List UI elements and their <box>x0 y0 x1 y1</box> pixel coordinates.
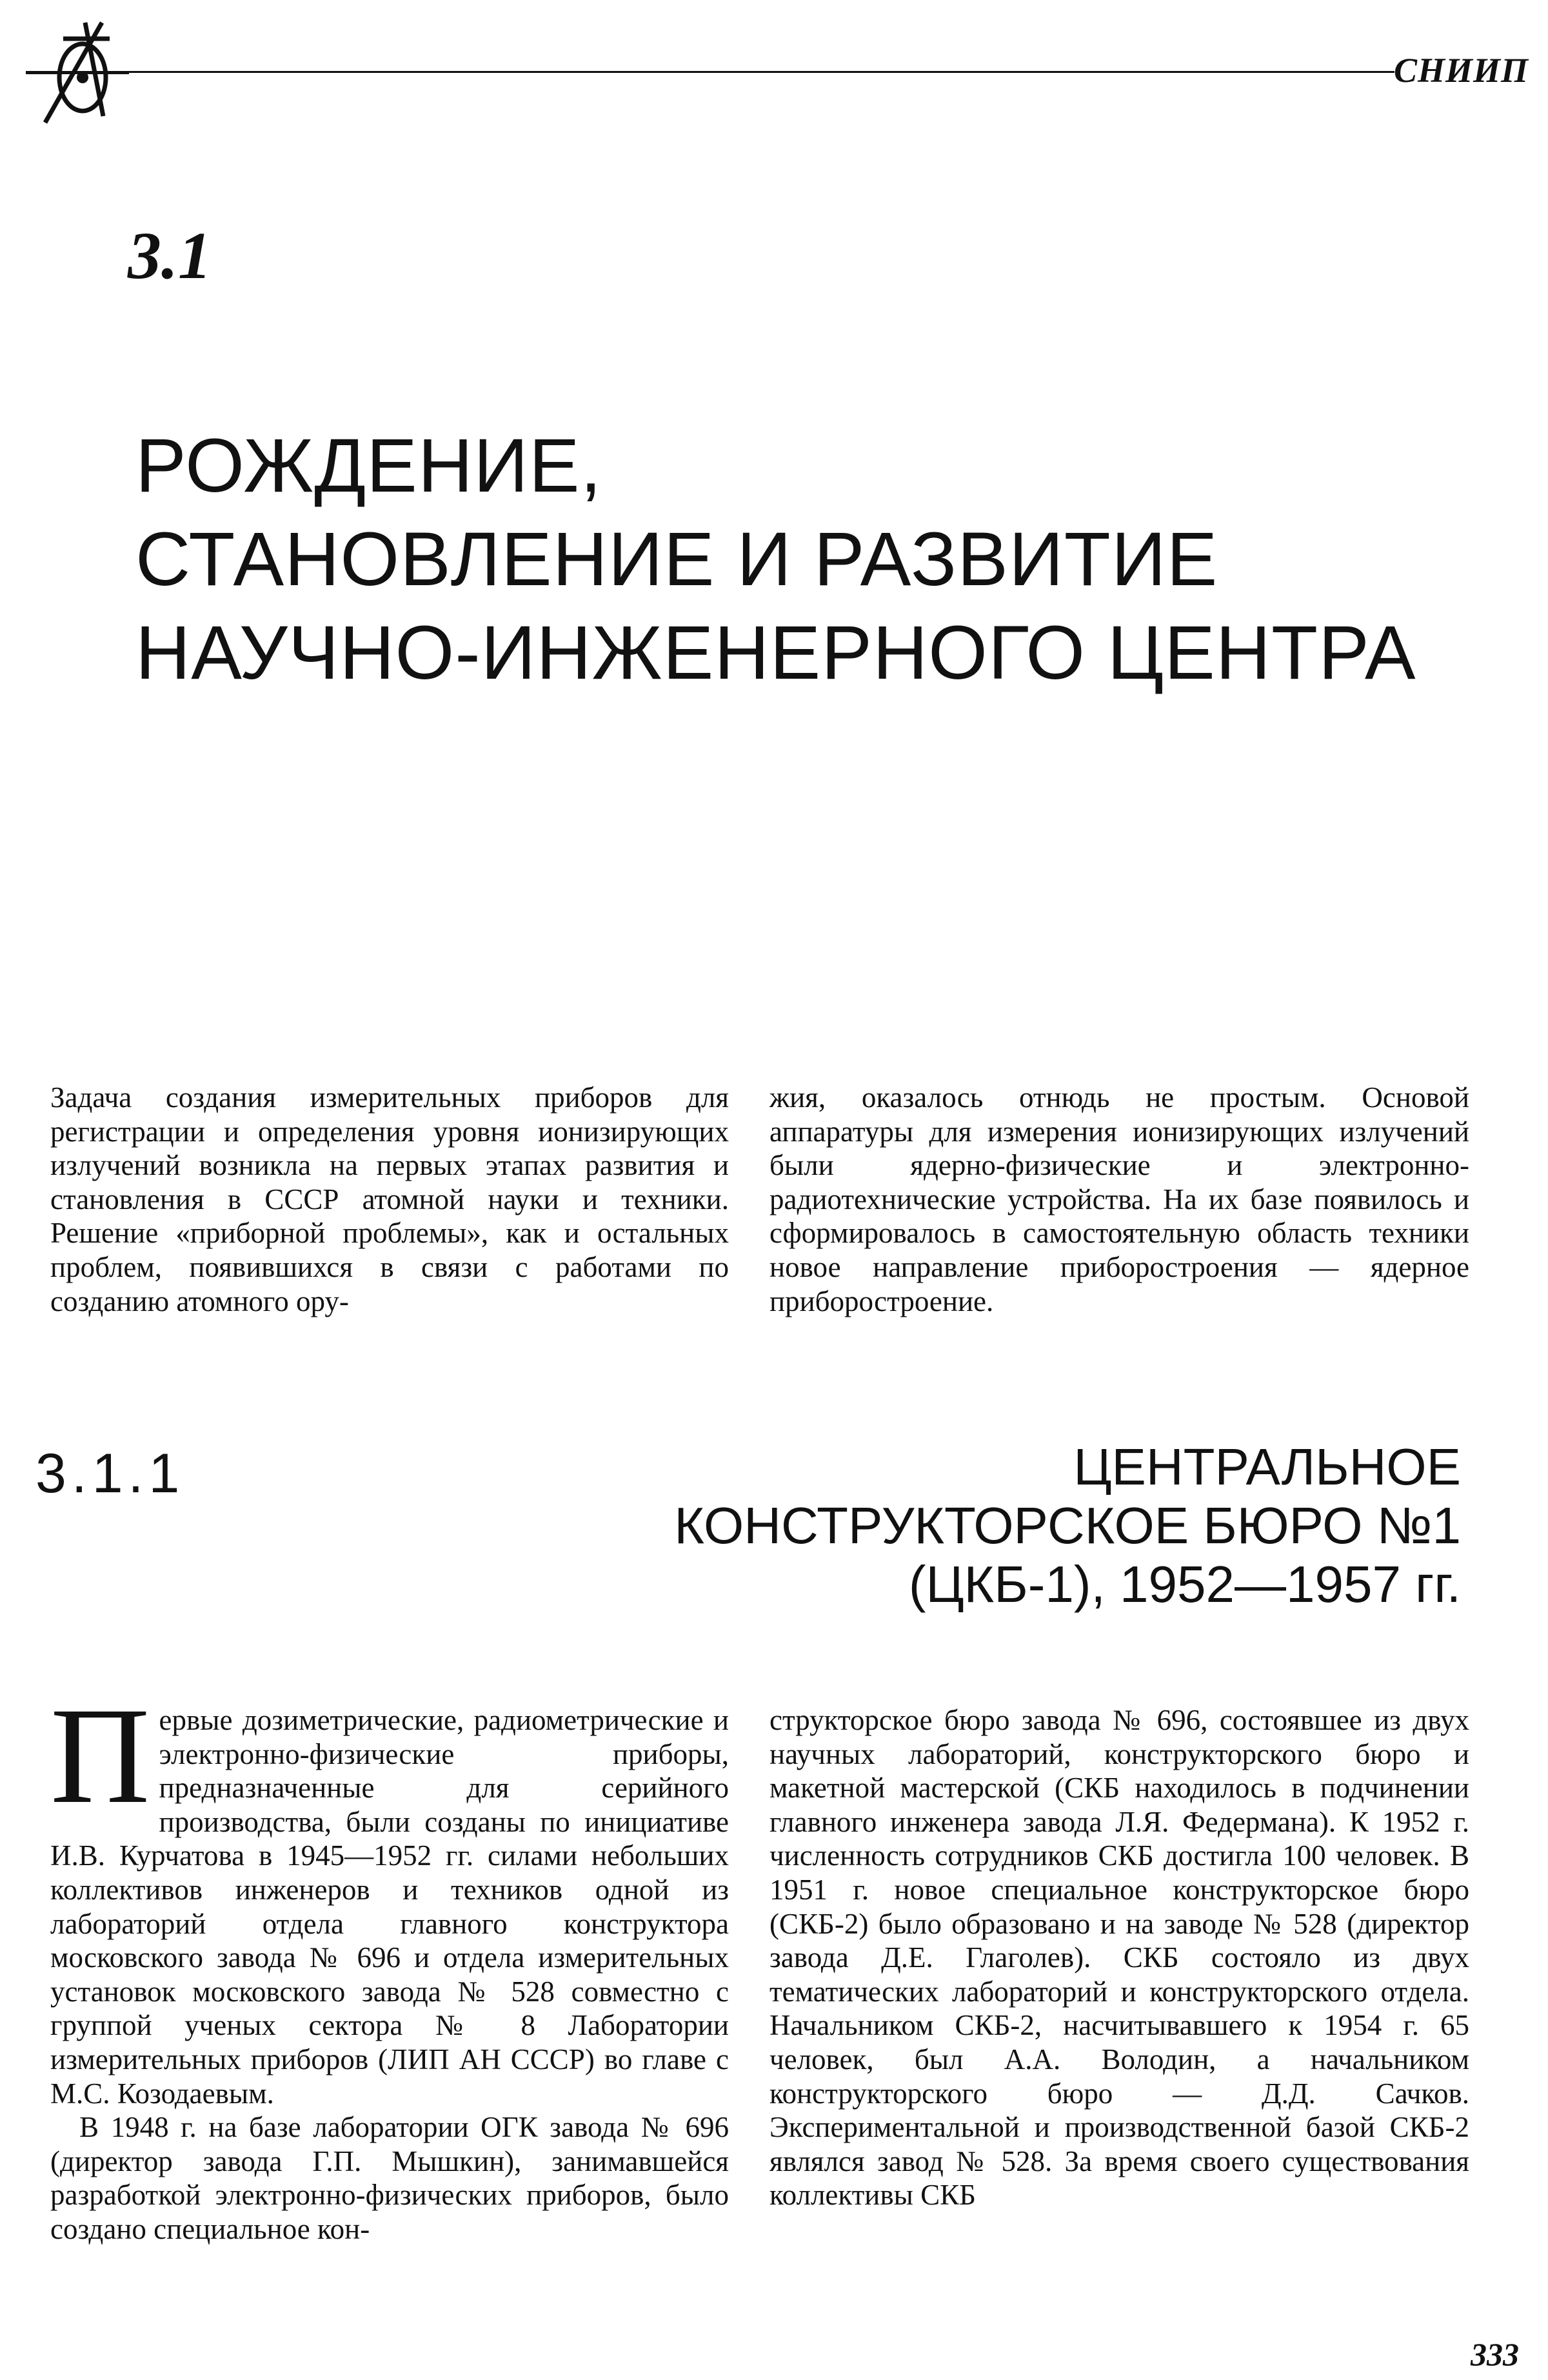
section-title-line: (ЦКБ-1), 1952—1957 гг. <box>908 1555 1461 1613</box>
section-title-line: КОНСТРУКТОРСКОЕ БЮРО №1 <box>674 1497 1461 1554</box>
body-left-column <box>50 1679 729 2246</box>
header-rule <box>26 71 1394 73</box>
paragraph-text: ервые дозиметрические, радиометрические и электронно-физические приборы, предназначенные для серийного производства, были созданы по инициативе И.В. Курчатова в 1945—1952 гг. силами небольших коллективов инженеров и техников одной из лабораторий отдела главного конструктора московского завода № 696 и отдела измерительных установок московского завода № 528 совместно с группой ученых сектора № 8 Лаборатории измерительных приборов (ЛИП АН СССР) во главе с М.С. Козодаевым. <box>50 1704 729 2110</box>
section-title <box>674 1437 1461 1614</box>
atom-emblem-icon <box>26 13 129 135</box>
paragraph <box>50 1679 729 2110</box>
chapter-title <box>135 419 1522 700</box>
intro-left-column: Задача создания измерительных приборов для регистрации и определения уровня ионизирующих излучений возникла на первых этапах развития и становления в СССР атомной науки и техники. Решение «приборной проблемы», как и остальных проблем, появившихся в связи с работами по созданию атомного ору- <box>50 1081 729 1317</box>
chapter-title-line: НАУЧНО-ИНЖЕНЕРНОГО ЦЕНТРА <box>135 610 1416 695</box>
intro-right-column: жия, оказалось отнюдь не простым. Основой аппаратуры для измерения ионизирующих излучений были ядерно-физические и электронно-радиотехнические устройства. На их базе появилось и сформировалось в самостоятельную область техники новое направление приборостроения — ядерное приборостроение. <box>769 1081 1469 1317</box>
page-number: 333 <box>1471 2336 1519 2372</box>
drop-cap: П <box>50 1679 150 1832</box>
section-number: 3.1.1 <box>35 1443 185 1505</box>
section-title-line: ЦЕНТРАЛЬНОЕ <box>1073 1438 1461 1495</box>
header-title: СНИИП <box>1393 51 1529 90</box>
chapter-title-line: СТАНОВЛЕНИЕ И РАЗВИТИЕ <box>135 517 1218 602</box>
chapter-number: 3.1 <box>128 219 212 293</box>
body-right-column: структорское бюро завода № 696, состоявшее из двух научных лабораторий, конструкторского бюро и макетной мастерской (СКБ находилось в подчинении главного инженера завода Л.Я. Федермана). К 1952 г. численность сотрудников СКБ достигла 100 человек. В 1951 г. новое специальное конструкторское бюро (СКБ-2) было образовано и на заводе № 528 (директор завода Д.Е. Глаголев). СКБ состояло из двух тематических лабораторий и конструкторского отдела. Начальником СКБ-2, насчитывавшего к 1954 г. 65 человек, был А.А. Володин, а начальником конструкторского бюро — Д.Д. Сачков. Экспериментальной и производственной базой СКБ-2 являлся завод № 528. За время своего существования коллективы СКБ <box>769 1704 1469 2212</box>
chapter-title-line: РОЖДЕНИЕ, <box>135 423 602 508</box>
paragraph: В 1948 г. на базе лаборатории ОГК завода № 696 (директор завода Г.П. Мышкин), занимавшейся разработкой электронно-физических приборов, было создано специальное кон- <box>50 2111 729 2245</box>
